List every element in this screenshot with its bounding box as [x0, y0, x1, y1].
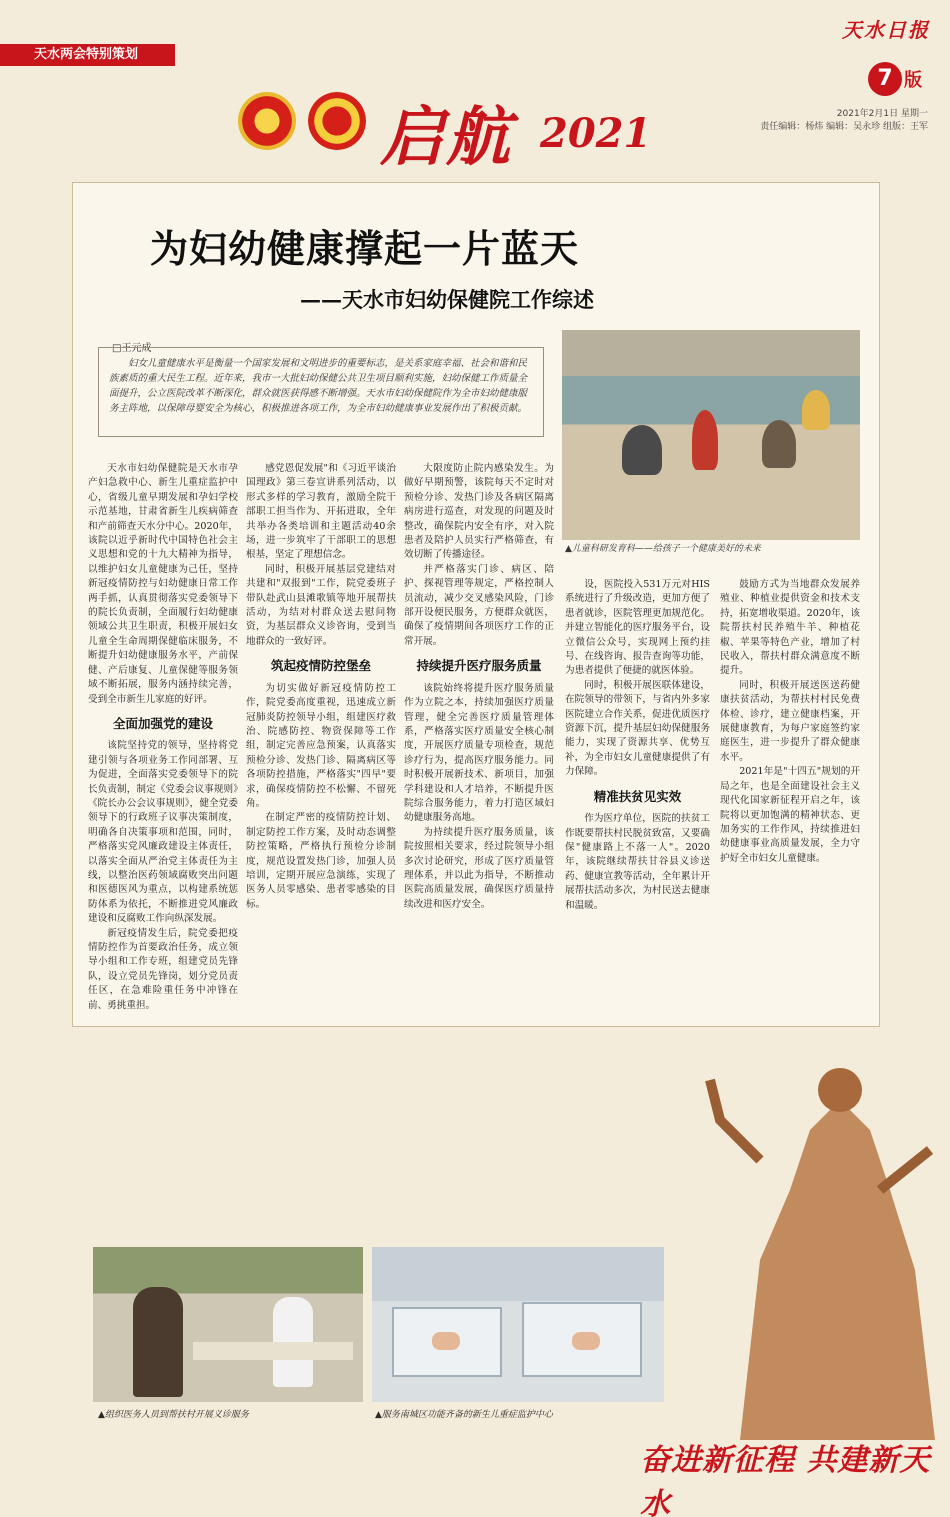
article-column-2 [246, 462, 396, 1057]
page-suffix: 版 [904, 70, 922, 91]
paragraph: 该院坚持党的领导，坚持将党建引领与各项业务工作同部署、互为促进，全面落实党委领导下的院长负责制，制定《党委会议事规则》《院长办公会议事规则》，健全党委领导下的行政班子议事决策制度，明确各自决策事项和范围，同时，严格落实党风廉政建设主体责任，以落实全面从严治党主体责任为主线，以整治医药领域腐败突出问题和医德医风为重点，以构建系统惩防体系为依托，不断推进党风廉政建设和反腐败工作向纵深发展。 [88, 740, 238, 925]
paragraph: 天水市妇幼保健院是天水市孕产妇急救中心、新生儿重症监护中心，省级儿童早期发展和孕妇学校示范基地，甘肃省新生儿疾病筛查和产前筛查天水分中心。2020年，该院以近乎新时代中国特色社会主义思想和党的十九大精神为指导，以维护妇女儿童健康为己任，坚持新冠疫情防控与妇幼健康日常工作两手抓，认真贯彻落实党委领导下的院长负责制，全面履行妇幼健康领域公共卫生职责，积极开展妇女儿童全生命周期保健临床服务，不断提升妇幼健康服务水平，产前保健、产后康复、儿童保健等服务领域不断拓展，服务内涵持续完善，受到全市新生儿家庭的好评。 [88, 463, 238, 705]
abstract: 妇女儿童健康水平是衡量一个国家发展和文明进步的重要标志，是关系家庭幸福、社会和谐和民族素质的重大民生工程。近年来，我市一大批妇幼保健公共卫生项目顺利实施，妇幼保健工作质量全面提升，公立医院改革不断深化，群众就医获得感不断增强。天水市妇幼保健院作为全市妇幼健康服务主阵地，以保障母婴安全为核心，积极推进各项工作，为全市妇幼健康事业发展作出了积极贡献。 [98, 347, 544, 437]
article-column-4 [565, 578, 710, 1048]
article-column-3 [404, 462, 554, 1057]
article-column-1 [88, 462, 238, 1057]
paragraph: 该院始终将提升医疗服务质量作为立院之本，持续加强医疗质量管理，健全完善医疗质量管理体系，严格落实医疗质量安全核心制度，开展医疗质量专项检查，规范诊疗行为，提高医疗服务能力。同时积极开展新技术、新项目，加强学科建设和人才培养，不断提升医院综合服务能力，着力打造区域妇幼健康服务高地。 [404, 682, 554, 824]
paragraph: 为切实做好新冠疫情防控工作，院党委高度重视，迅速成立新冠肺炎防控领导小组，组建医疗救治、院感防控、物资保障等工作组，制定完善应急预案，认真落实预检分诊、发热门诊、隔离病区等各项防控措施，严格落实"四早"要求，确保疫情防控不松懈、不留死角。 [246, 682, 396, 809]
photo-free-clinic [93, 1247, 363, 1402]
section-heading: 持续提升医疗服务质量 [416, 658, 542, 674]
issue-year: 2021 [540, 110, 652, 157]
adult-figure [622, 425, 662, 475]
paragraph: 大限度防止院内感染发生。为做好早期预警，该院每天不定时对预检分诊、发热门诊及各病区隔离病房进行巡查，对发现的问题及时整改，确保院内安全有序，对入院患者及陪护人员实行严格筛查，有效切断了传播途径。 [404, 463, 554, 561]
slogan: 奋进新征程 共建新天水 [640, 1443, 931, 1517]
toy-figure [802, 390, 830, 430]
photo-children-activity [562, 330, 860, 540]
article-column-5 [720, 578, 860, 998]
infant [432, 1332, 460, 1350]
paragraph: 设，医院投入531万元对HIS系统进行了升级改造，更加方便了患者就诊，医院管理更加规范化。并建立智能化的医疗服务平台，设立微信公众号，实现网上预约挂号、在线咨询、报告查询等功能，为患者提供了便捷的就医体验。 [565, 579, 710, 677]
paragraph: 2021年是"十四五"规划的开局之年，也是全面建设社会主义现代化国家新征程开启之年，该院将以更加饱满的精神状态、更加务实的工作作风，持续推进妇幼健康事业高质量发展，全力守护好全市妇女儿童健康。 [720, 766, 860, 864]
photo-caption-top: ▲儿童科研发育科——给孩子一个健康美好的未来 [565, 544, 761, 554]
statue-illustration [700, 1040, 940, 1440]
adult-figure [762, 420, 796, 468]
headline: 为妇幼健康撑起一片蓝天 [150, 227, 580, 271]
photo-caption-right: ▲服务南城区功能齐备的新生儿重症监护中心 [375, 1410, 553, 1420]
child-figure [692, 410, 718, 470]
paragraph: 新冠疫情发生后，院党委把疫情防控作为首要政治任务，成立领导小组和工作专班，组建党员先锋队，设立党员先锋岗，划分党员责任区，在急难险重任务中冲锋在前、勇挑重担。 [88, 927, 238, 1011]
table [193, 1342, 353, 1360]
issue-date: 2021年2月1日 星期一 [836, 109, 928, 119]
subheadline: ——天水市妇幼保健院工作综述 [300, 287, 594, 312]
page-number: 7 [868, 62, 902, 96]
byline: □王元成 [112, 343, 152, 354]
section-heading: 全面加强党的建设 [112, 715, 213, 731]
photo-caption-left: ▲组织医务人员到帮扶村开展义诊服务 [98, 1410, 249, 1420]
infant [572, 1332, 600, 1350]
photo-nicu [372, 1247, 664, 1402]
paragraph: 在制定严密的疫情防控计划、制定防控工作方案，及时动态调整防控策略，严格执行预检分诊制度，规范设置发热门诊，加强人员培训，定期开展应急演练，实现了医务人员零感染、患者零感染的目标。 [246, 812, 396, 910]
section-tag: 天水两会特别策划 [0, 44, 175, 66]
paragraph: 感党恩促发展"和《习近平谈治国理政》第三卷宣讲系列活动，以形式多样的学习教育，激励全院干部职工担当作为、开拓进取，全年共举办各类培训和主题活动40余场，进一步筑牢了干部职工的思想根基，坚定了理想信念。 [246, 463, 396, 561]
issue-meta [760, 108, 928, 134]
national-emblem-icon [238, 92, 296, 150]
paragraph: 同时，积极开展送医送药健康扶贫活动，为帮扶村村民免费体检、诊疗，建立健康档案，开展健康教育，为每户家庭签约家庭医生，进一步提升了群众健康水平。 [720, 679, 860, 763]
section-heading: 精准扶贫见实效 [593, 788, 682, 804]
section-heading: 筑起疫情防控堡垒 [270, 658, 371, 674]
issue-title: 启航 [380, 100, 512, 175]
editor-credits: 责任编辑：杨炜 编辑：吴永珍 组版：王军 [760, 122, 928, 132]
paragraph: 同时，积极开展基层党建结对共建和"双报到"工作，院党委班子带队赴武山县滩歌镇等地开展帮扶活动，为结对村群众送去慰问物资，为基层群众义诊咨询，受到当地群众的一致好评。 [246, 563, 396, 647]
paragraph: 并严格落实门诊、病区、陪护、探视管理等规定，严格控制人员流动，减少交叉感染风险，门诊部开设便民服务，方便群众就医，确保了疫情期间各项医疗工作的正常开展。 [404, 563, 554, 647]
paragraph: 鼓励方式为当地群众发展养殖业、种植业提供资金和技术支持，拓宽增收渠道。2020年，该院帮扶村民养殖牛羊、种植花椒、苹果等特色产业，增加了村民收入，帮扶村群众满意度不断提升。 [720, 579, 860, 677]
paragraph: 同时，积极开展医联体建设，在院领导的带领下，与省内外多家医院建立合作关系，促进优质医疗资源下沉，提升基层妇幼保健服务能力，实现了资源共享、优势互补，为全市妇女儿童健康提供了有力保障。 [565, 679, 710, 778]
paragraph: 为持续提升医疗服务质量，该院按照相关要求，经过院领导小组多次讨论研究，形成了医疗质量管理体系，并以此为指导，不断推动医院高质量发展，确保医疗质量持续改进和医疗安全。 [404, 826, 554, 910]
page-number-block [868, 62, 922, 96]
cppcc-emblem-icon [308, 92, 366, 150]
paragraph: 作为医疗单位，医院的扶贫工作既要帮扶村民脱贫致富，又要确保"健康路上不落一人"。2020年，该院继续帮扶甘谷县义诊送药、健康宣教等活动，全年累计开展帮扶活动多次，为村民送去健康和温暖。 [565, 813, 710, 911]
elder-figure [133, 1287, 183, 1397]
newspaper-name: 天水日报 [842, 18, 930, 42]
